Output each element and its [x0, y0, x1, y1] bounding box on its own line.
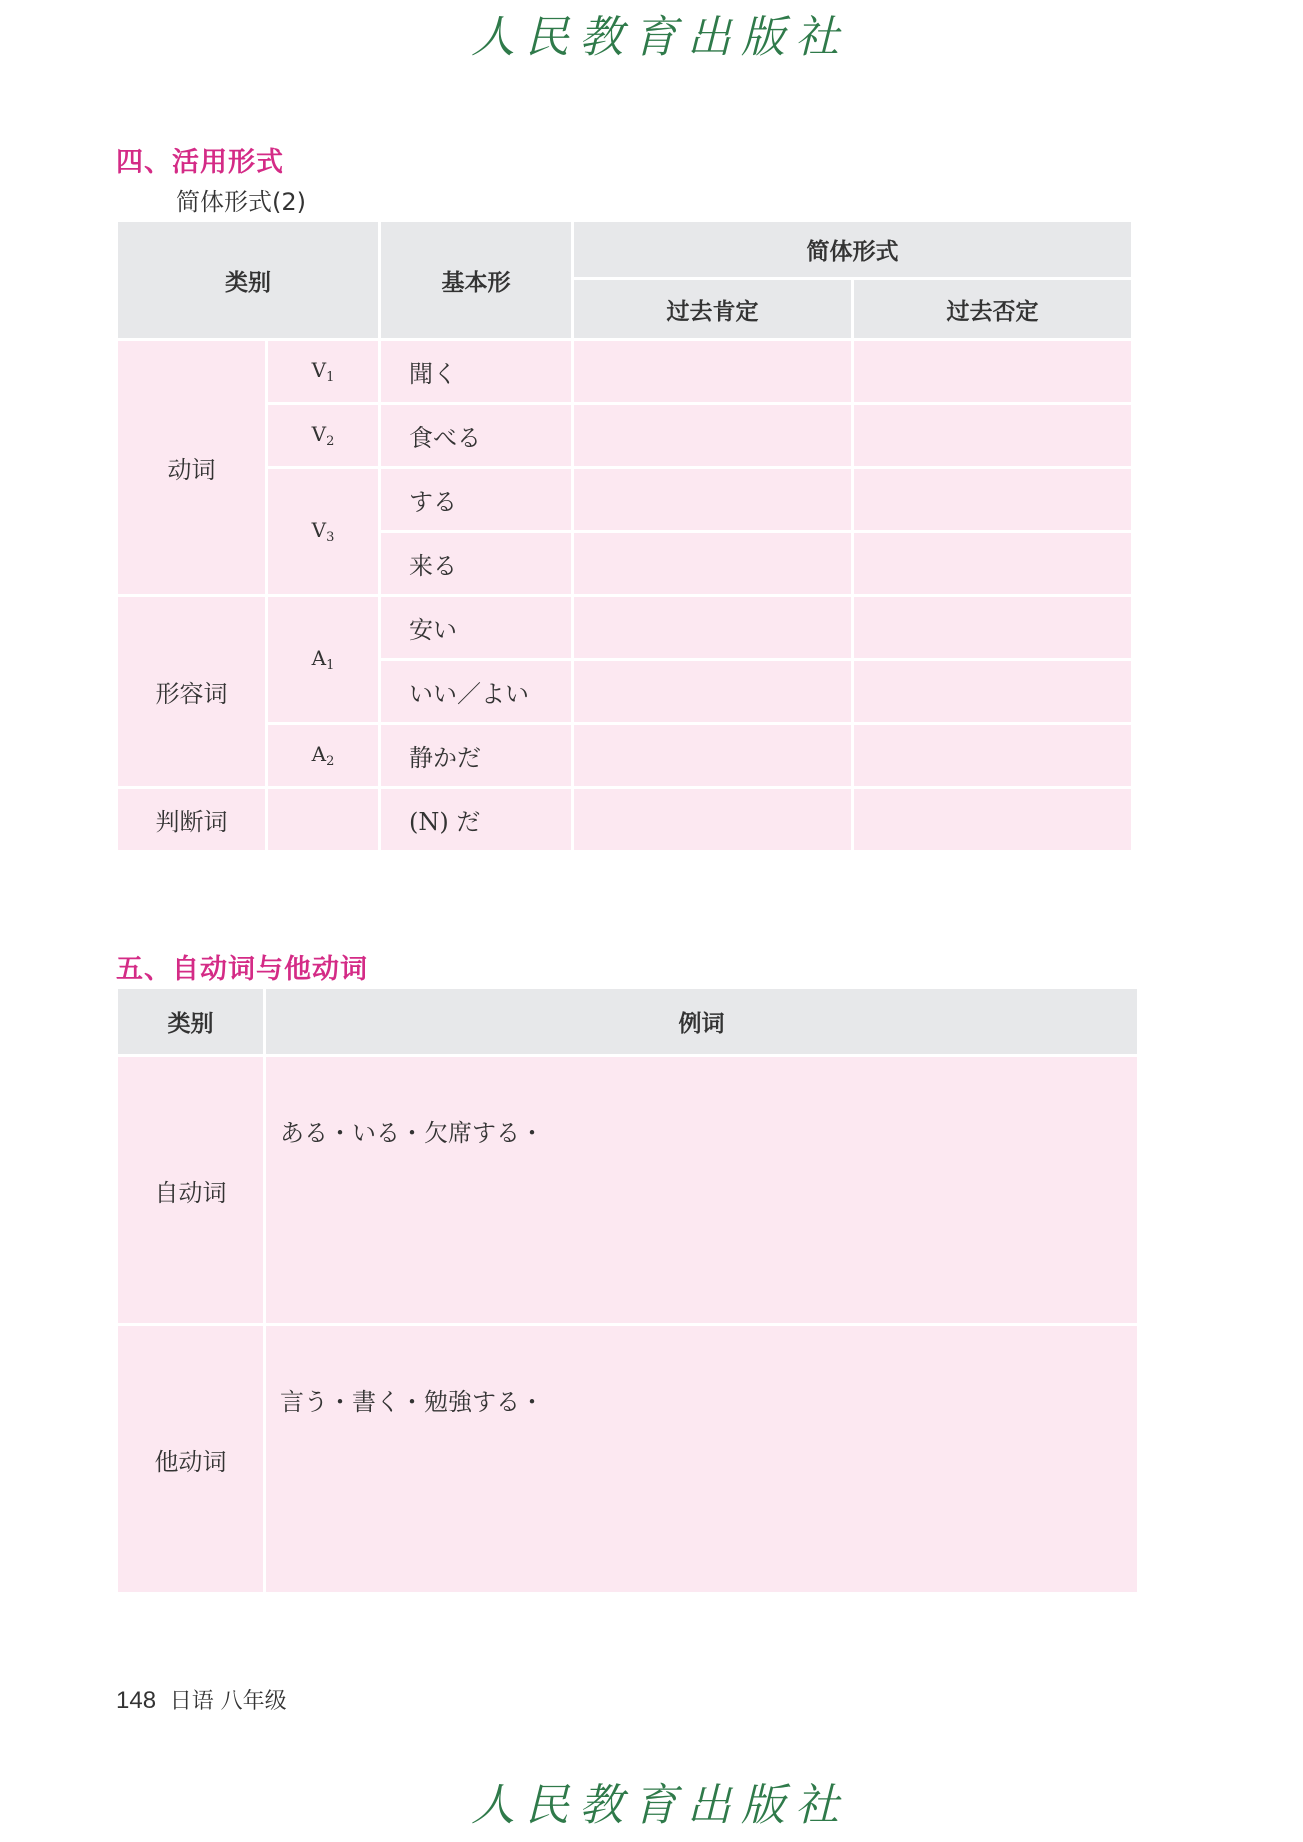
base-form-cell: する [381, 469, 571, 530]
blank-cell [854, 469, 1131, 530]
blank-cell [574, 405, 851, 466]
header-simple-form: 简体形式 [574, 222, 1131, 277]
examples-transitive: 言う・書く・勉強する・ [266, 1326, 1137, 1592]
blank-cell [574, 341, 851, 402]
header-category: 类别 [118, 989, 263, 1054]
page-footer [116, 1684, 287, 1715]
conjugation-table [115, 219, 1134, 853]
header-past-negative: 过去否定 [854, 280, 1131, 338]
category-verb: 动词 [118, 341, 265, 594]
blank-cell [574, 533, 851, 594]
section-title-conjugation: 四、活用形式 [116, 147, 284, 178]
blank-cell [574, 789, 851, 850]
header-base-form: 基本形 [381, 222, 571, 338]
blank-cell [854, 405, 1131, 466]
subtype-a1: $A_1$ [268, 597, 378, 722]
subtype-v2: $V_2$ [268, 405, 378, 466]
blank-cell [574, 597, 851, 658]
blank-cell [574, 469, 851, 530]
examples-intransitive: ある・いる・欠席する・ [266, 1057, 1137, 1323]
base-form-cell: いい／よい [381, 661, 571, 722]
base-form-cell: 食べる [381, 405, 571, 466]
blank-cell [854, 725, 1131, 786]
base-form-cell: 聞く [381, 341, 571, 402]
blank-cell [268, 789, 378, 850]
section-title-transitivity: 五、自动词与他动词 [116, 954, 368, 985]
subtype-a2: $A_2$ [268, 725, 378, 786]
base-form-cell: 来る [381, 533, 571, 594]
category-intransitive: 自动词 [118, 1057, 263, 1323]
blank-cell [854, 533, 1131, 594]
category-transitive: 他动词 [118, 1326, 263, 1592]
page-number: 148 [116, 1687, 157, 1714]
publisher-logo-top: 人民教育出版社 [471, 12, 849, 63]
header-category: 类别 [118, 222, 378, 338]
blank-cell [854, 341, 1131, 402]
blank-cell [574, 725, 851, 786]
publisher-logo-bottom: 人民教育出版社 [471, 1780, 849, 1831]
blank-cell [854, 597, 1131, 658]
base-form-cell: (N) だ [381, 789, 571, 850]
category-adjective: 形容词 [118, 597, 265, 786]
section-subtitle: 简体形式(2) [176, 188, 306, 216]
blank-cell [854, 789, 1131, 850]
category-judgment: 判断词 [118, 789, 265, 850]
subtype-v3: $V_3$ [268, 469, 378, 594]
subtype-v1: $V_1$ [268, 341, 378, 402]
base-form-cell: 静かだ [381, 725, 571, 786]
transitivity-table [115, 986, 1140, 1595]
header-examples: 例词 [266, 989, 1137, 1054]
base-form-cell: 安い [381, 597, 571, 658]
book-title: 日语 八年级 [169, 1689, 287, 1714]
header-past-affirmative: 过去肯定 [574, 280, 851, 338]
blank-cell [574, 661, 851, 722]
blank-cell [854, 661, 1131, 722]
